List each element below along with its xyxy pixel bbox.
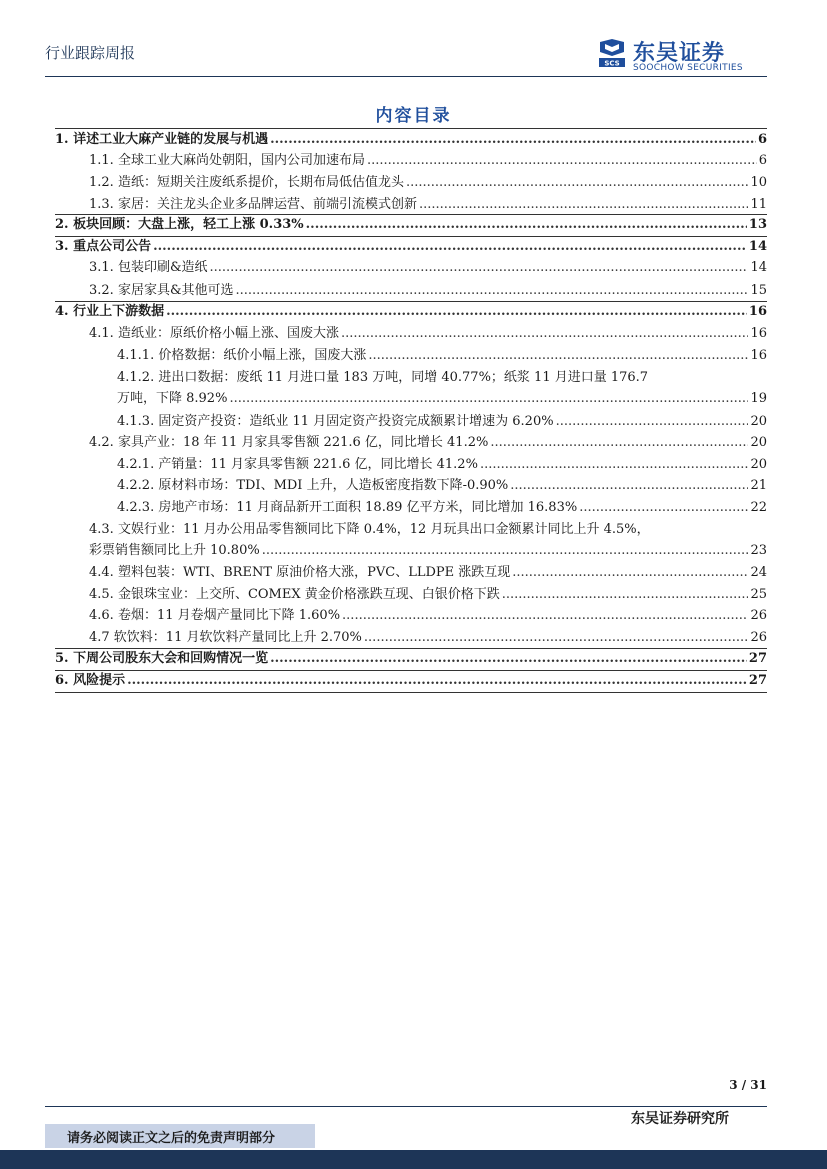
toc-leader-dots <box>270 130 756 149</box>
toc-entry[interactable] <box>55 215 767 234</box>
toc-entry-page: 26 <box>750 630 767 645</box>
toc-entry-label: 4.2.3. 房地产市场：11 月商品新开工面积 18.89 亿平方米，同比增加 16.83% <box>117 500 578 515</box>
toc-leader-dots <box>262 541 749 560</box>
footer-bar <box>0 1150 827 1169</box>
toc-entry-label: 4.2.1. 产销量：11 月家具零售额 221.6 亿，同比增长 41.2% <box>117 457 478 472</box>
toc-entry[interactable] <box>117 476 767 495</box>
toc-leader-dots <box>341 324 749 343</box>
toc-entry-page: 14 <box>748 239 767 254</box>
toc-entry[interactable] <box>117 346 767 365</box>
toc-entry-label: 1. 详述工业大麻产业链的发展与机遇 <box>55 132 269 147</box>
footer-institute: 东吴证券研究所 <box>631 1111 729 1127</box>
toc-entry-page: 10 <box>750 175 767 190</box>
toc-entry[interactable] <box>55 302 767 321</box>
company-logo <box>597 38 767 73</box>
toc-leader-dots <box>127 671 747 690</box>
logo-mark-icon <box>597 38 627 68</box>
toc-entry[interactable] <box>89 258 767 277</box>
toc-entry[interactable] <box>89 195 767 214</box>
toc-entry-page: 19 <box>750 391 767 406</box>
toc-leader-dots <box>480 455 749 474</box>
toc-entry-label: 3.1. 包装印刷&造纸 <box>89 260 208 275</box>
header-divider <box>45 76 767 77</box>
toc-entry[interactable] <box>89 628 767 647</box>
toc-entry-page: 6 <box>757 132 767 147</box>
toc-leader-dots <box>342 606 748 625</box>
logo-en: SOOCHOW SECURITIES <box>633 63 743 73</box>
toc-entry-label: 4.1.1. 价格数据：纸价小幅上涨，国废大涨 <box>117 348 367 363</box>
toc-entry[interactable] <box>55 671 767 690</box>
toc-entry-label: 2. 板块回顾：大盘上涨，轻工上涨 0.33% <box>55 217 304 232</box>
toc-entry[interactable] <box>117 389 767 408</box>
toc-entry-page: 24 <box>750 565 767 580</box>
toc-title: 内容目录 <box>375 106 452 126</box>
toc-entry-label: 1.2. 造纸：短期关注废纸系提价，长期布局低估值龙头 <box>89 175 404 190</box>
toc-entry-label: 5. 下周公司股东大会和回购情况一览 <box>55 651 269 666</box>
toc-entry[interactable] <box>89 173 767 192</box>
toc-entry-label: 4.1.3. 固定资产投资：造纸业 11 月固定资产投资完成额累计增速为 6.20% <box>117 414 554 429</box>
toc-section-rule <box>55 648 767 649</box>
toc-leader-dots <box>166 302 747 321</box>
toc-entry-label: 4.2.2. 原材料市场：TDI、MDI 上升，人造板密度指数下降-0.90% <box>117 478 509 493</box>
toc-leader-dots <box>368 346 748 365</box>
toc-entry-label: 4. 行业上下游数据 <box>55 304 165 319</box>
toc-entry-page: 25 <box>750 587 767 602</box>
toc-entry-page: 22 <box>750 500 767 515</box>
toc-section-rule <box>55 670 767 671</box>
toc-entry[interactable] <box>55 237 767 256</box>
toc-entry-page: 23 <box>750 543 767 558</box>
toc-section-rule <box>55 236 767 237</box>
page-number: 3 / 31 <box>729 1078 767 1092</box>
footer-divider <box>45 1106 767 1107</box>
toc-leader-dots <box>236 281 749 300</box>
toc-entry-label: 1.3. 家居：关注龙头企业多品牌运营、前端引流模式创新 <box>89 197 417 212</box>
toc-entry-page: 11 <box>750 197 767 212</box>
toc-leader-dots <box>153 237 747 256</box>
toc-leader-dots <box>406 173 749 192</box>
toc-leader-dots <box>556 412 749 431</box>
toc-entry-page: 20 <box>750 457 767 472</box>
toc-leader-dots <box>512 563 748 582</box>
toc-entry[interactable] <box>89 433 767 452</box>
toc-entry[interactable] <box>89 563 767 582</box>
toc-entry-label-cont: 彩票销售额同比上升 10.80% <box>89 543 260 558</box>
toc-entry-label-cont: 万吨，下降 8.92% <box>117 391 228 406</box>
toc-entry[interactable] <box>89 541 767 560</box>
toc-entry-label: 3. 重点公司公告 <box>55 239 152 254</box>
toc-entry-page: 27 <box>748 651 767 666</box>
toc-leader-dots <box>306 215 747 234</box>
toc-leader-dots <box>419 195 749 214</box>
toc-top-rule <box>55 128 767 129</box>
logo-cn: 东吴证券 <box>633 41 726 66</box>
toc-entry-label[interactable]: 4.1.2. 进出口数据：废纸 11 月进口量 183 万吨，同增 40.77%；纸浆 11 月进口量 176.7 <box>117 370 649 385</box>
toc-entry-page: 16 <box>748 304 767 319</box>
toc-entry-label: 3.2. 家居家具&其他可选 <box>89 283 234 298</box>
toc-entry-label: 1.1. 全球工业大麻尚处朝阳，国内公司加速布局 <box>89 153 365 168</box>
toc-section-rule <box>55 214 767 215</box>
toc-leader-dots <box>364 628 749 647</box>
toc-entry-page: 21 <box>750 478 767 493</box>
toc-entry-label: 4.6. 卷烟：11 月卷烟产量同比下降 1.60% <box>89 608 341 623</box>
toc-entry[interactable] <box>117 412 767 431</box>
toc-entry-page: 16 <box>750 348 767 363</box>
toc-leader-dots <box>270 649 747 668</box>
toc-entry-label: 4.7 软饮料：11 月软饮料产量同比上升 2.70% <box>89 630 362 645</box>
toc-leader-dots <box>579 498 748 517</box>
header-category: 行业跟踪周报 <box>45 44 136 62</box>
disclaimer-text: 请务必阅读正文之后的免责声明部分 <box>67 1131 276 1146</box>
toc-leader-dots <box>490 433 748 452</box>
toc-entry[interactable] <box>89 281 767 300</box>
toc-entry[interactable] <box>89 324 767 343</box>
toc-entry-page: 15 <box>750 283 767 298</box>
toc-leader-dots <box>210 258 749 277</box>
toc-entry-page: 27 <box>748 673 767 688</box>
disclaimer-box <box>45 1124 315 1148</box>
toc-section-rule <box>55 301 767 302</box>
logo-mark-text: SCS <box>604 59 620 68</box>
toc-entry[interactable] <box>89 585 767 604</box>
toc-entry-page: 13 <box>748 217 767 232</box>
toc-leader-dots <box>502 585 749 604</box>
toc-leader-dots <box>510 476 748 495</box>
toc-entry-label: 6. 风险提示 <box>55 673 126 688</box>
toc-entry-label: 4.4. 塑料包装：WTI、BRENT 原油价格大涨，PVC、LLDPE 涨跌互现 <box>89 565 511 580</box>
toc-entry[interactable] <box>117 498 767 517</box>
toc-section-rule <box>55 692 767 693</box>
toc-entry-label: 4.2. 家具产业：18 年 11 月家具零售额 221.6 亿，同比增长 41.2% <box>89 435 489 450</box>
toc-leader-dots <box>229 389 748 408</box>
toc-entry-label: 4.5. 金银珠宝业：上交所、COMEX 黄金价格涨跌互现、白银价格下跌 <box>89 587 500 602</box>
toc-entry-page: 14 <box>750 260 767 275</box>
toc-entry[interactable] <box>117 455 767 474</box>
toc-entry[interactable] <box>89 606 767 625</box>
toc-entry[interactable] <box>89 151 767 170</box>
toc-entry-label[interactable]: 4.3. 文娱行业：11 月办公用品零售额同比下降 0.4%，12 月玩具出口金额累计同比上升 4.5%， <box>89 522 650 537</box>
toc-entry-page: 20 <box>750 414 767 429</box>
toc-leader-dots <box>367 151 757 170</box>
toc-entry-label: 4.1. 造纸业：原纸价格小幅上涨、国废大涨 <box>89 326 339 341</box>
toc-entry-page: 20 <box>750 435 767 450</box>
toc-entry-page: 26 <box>750 608 767 623</box>
toc-entry-page: 6 <box>758 153 767 168</box>
toc-entry[interactable] <box>55 130 767 149</box>
toc-entry-page: 16 <box>750 326 767 341</box>
toc-entry[interactable] <box>55 649 767 668</box>
